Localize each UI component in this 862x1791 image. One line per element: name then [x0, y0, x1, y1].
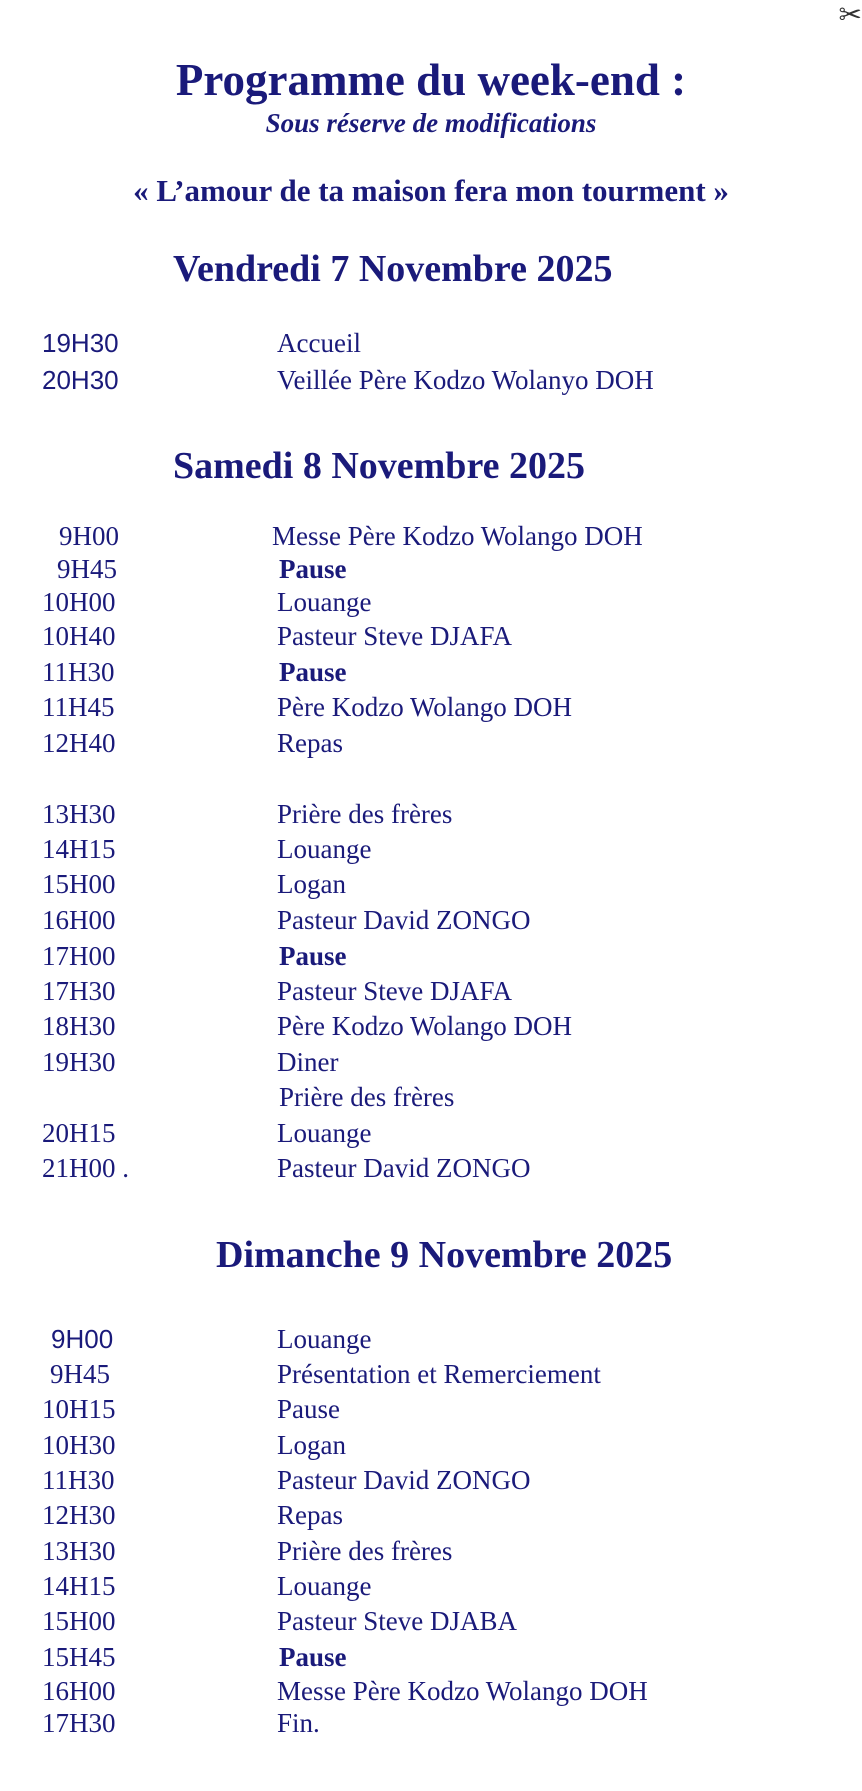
schedule-row [0, 1116, 862, 1150]
schedule-activity: Repas [277, 1500, 343, 1530]
schedule-activity: Louange [277, 1324, 372, 1354]
schedule-time: 11H30 [42, 1465, 115, 1495]
schedule-time: 17H30 [42, 1708, 116, 1738]
schedule-time: 13H30 [42, 799, 116, 829]
schedule-row [0, 690, 862, 724]
schedule-activity: Pasteur David ZONGO [277, 905, 531, 935]
schedule-row [0, 655, 862, 689]
schedule-row [0, 1428, 862, 1462]
schedule-time: 10H00 [42, 587, 116, 617]
schedule-time: 20H30 [42, 365, 119, 395]
schedule-activity: Accueil [277, 328, 361, 358]
schedule-activity: Messe Père Kodzo Wolango DOH [272, 521, 643, 551]
schedule-row [0, 1498, 862, 1532]
schedule-row [0, 832, 862, 866]
schedule-time: 14H15 [42, 1571, 116, 1601]
schedule-activity: Pasteur David ZONGO [277, 1465, 531, 1495]
schedule-time: 19H30 [42, 1047, 116, 1077]
schedule-time: 15H00 [42, 1606, 116, 1636]
schedule-row [0, 585, 862, 619]
schedule-time: 21H00 . [42, 1153, 129, 1183]
schedule-time: 15H45 [42, 1642, 116, 1672]
schedule-row [0, 619, 862, 653]
schedule-row [0, 1322, 862, 1356]
schedule-activity: Prière des frères [277, 799, 453, 829]
schedule-row [0, 1045, 862, 1079]
schedule-activity: Pause [279, 941, 347, 971]
schedule-time: 16H00 [42, 905, 116, 935]
schedule-activity: Prière des frères [279, 1082, 455, 1112]
schedule-row [0, 363, 862, 397]
schedule-row [0, 1392, 862, 1426]
schedule-time: 18H30 [42, 1011, 116, 1041]
schedule-time: 17H00 [42, 941, 116, 971]
schedule-time: 10H30 [42, 1430, 116, 1460]
schedule-row [0, 1534, 862, 1568]
schedule-activity: Pause [279, 1642, 347, 1672]
schedule-row [0, 974, 862, 1008]
schedule-activity: Pasteur Steve DJAFA [277, 976, 512, 1006]
schedule-row [0, 1706, 862, 1740]
schedule-row [0, 1569, 862, 1603]
day-heading-sunday: Dimanche 9 Novembre 2025 [216, 1234, 673, 1276]
scissors-icon: ✂ [838, 0, 862, 31]
schedule-activity: Pasteur David ZONGO [277, 1153, 531, 1183]
schedule-activity: Logan [277, 1430, 346, 1460]
schedule-row [0, 939, 862, 973]
schedule-activity: Pasteur Steve DJAFA [277, 621, 512, 651]
schedule-row [0, 903, 862, 937]
schedule-activity: Messe Père Kodzo Wolango DOH [277, 1676, 648, 1706]
schedule-activity: Veillée Père Kodzo Wolanyo DOH [277, 365, 654, 395]
schedule-row [0, 797, 862, 831]
schedule-time: 10H15 [42, 1394, 116, 1424]
theme-quote: « L’amour de ta maison fera mon tourment » [133, 173, 729, 208]
schedule-time: 9H45 [57, 554, 117, 584]
schedule-time: 12H30 [42, 1500, 116, 1530]
schedule-row [0, 1604, 862, 1638]
schedule-row [0, 326, 862, 360]
schedule-row [0, 1674, 862, 1708]
schedule-row [0, 1640, 862, 1674]
schedule-activity: Prière des frères [277, 1536, 453, 1566]
schedule-row [0, 552, 862, 586]
schedule-time: 20H15 [42, 1118, 116, 1148]
schedule-row [0, 726, 862, 760]
schedule-activity: Louange [277, 834, 372, 864]
schedule-activity: Louange [277, 1118, 372, 1148]
schedule-row [0, 1080, 862, 1114]
schedule-time: 19H30 [42, 328, 119, 358]
schedule-activity: Pause [279, 657, 347, 687]
schedule-activity: Fin. [277, 1708, 320, 1738]
schedule-row [0, 1463, 862, 1497]
day-heading-friday: Vendredi 7 Novembre 2025 [173, 248, 613, 290]
schedule-activity: Pasteur Steve DJABA [277, 1606, 517, 1636]
schedule-time: 12H40 [42, 728, 116, 758]
schedule-time: 11H45 [42, 692, 115, 722]
schedule-row [0, 1151, 862, 1185]
schedule-time: 9H00 [59, 521, 119, 551]
schedule-time: 10H40 [42, 621, 116, 651]
schedule-time: 16H00 [42, 1676, 116, 1706]
schedule-time: 9H45 [50, 1359, 110, 1389]
schedule-activity: Louange [277, 1571, 372, 1601]
schedule-activity: Père Kodzo Wolango DOH [277, 1011, 573, 1041]
schedule-time: 17H30 [42, 976, 116, 1006]
schedule-time: 15H00 [42, 869, 116, 899]
page-title: Programme du week-end : [175, 55, 687, 105]
schedule-activity: Louange [277, 587, 372, 617]
schedule-activity: Diner [277, 1047, 339, 1077]
schedule-time: 9H00 [51, 1324, 114, 1354]
schedule-row [0, 1009, 862, 1043]
schedule-activity: Repas [277, 728, 343, 758]
schedule-activity: Pause [279, 554, 347, 584]
schedule-row [0, 1357, 862, 1391]
schedule-time: 11H30 [42, 657, 115, 687]
schedule-time: 14H15 [42, 834, 116, 864]
schedule-time: 13H30 [42, 1536, 116, 1566]
schedule-activity: Pause [277, 1394, 340, 1424]
schedule-activity: Père Kodzo Wolango DOH [277, 692, 573, 722]
day-heading-saturday: Samedi 8 Novembre 2025 [173, 445, 585, 487]
schedule-row [0, 867, 862, 901]
schedule-activity: Présentation et Remerciement [277, 1359, 601, 1389]
page-subtitle: Sous réserve de modifications [265, 108, 597, 138]
schedule-row [0, 519, 862, 553]
schedule-activity: Logan [277, 869, 346, 899]
